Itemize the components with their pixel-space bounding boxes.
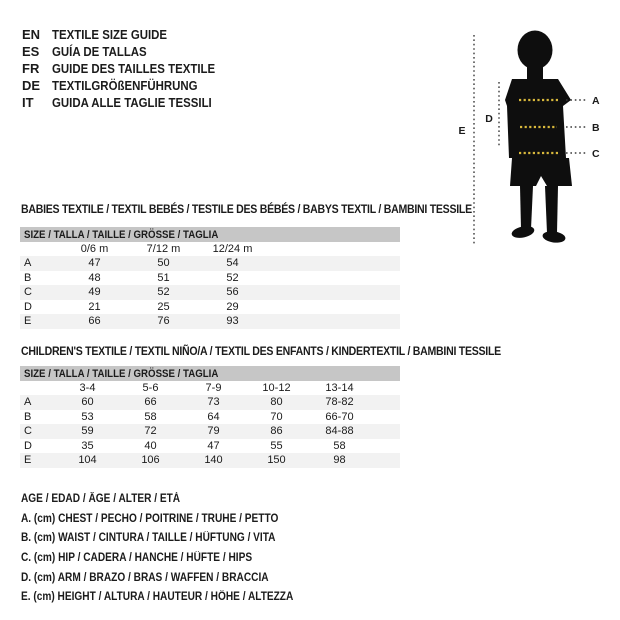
measurement-legend [21,489,330,607]
language-code: FR [22,61,40,76]
row-label: D [24,300,32,313]
legend-waist-line: B. (cm) WAIST / CINTURA / TAILLE / HÜFTUNG / VITA [21,532,276,545]
column-header: 13-14 [325,382,354,394]
table-row [20,453,400,468]
guide-title-fr: GUIDE DES TAILLES TEXTILE [52,61,216,76]
row-label: B [24,410,32,423]
cell: 52 [226,271,239,284]
cell: 80 [270,396,283,409]
language-title-list [22,26,237,111]
cell: 35 [81,439,94,452]
cell: 140 [204,454,223,467]
babies-size-table [20,227,400,329]
label-a: A [592,95,600,107]
label-c: C [592,148,600,160]
legend-chest-line: A. (cm) CHEST / PECHO / POITRINE / TRUHE / PETTO [21,512,279,525]
size-header-label: SIZE / TALLA / TAILLE / GRÖSSE / TAGLIA [24,228,219,241]
cell: 50 [157,257,170,270]
cell: 51 [157,271,170,284]
table-row [20,300,400,315]
row-label: D [24,439,32,452]
cell: 58 [144,410,157,423]
cell: 86 [270,425,283,438]
cell: 73 [207,396,220,409]
cell: 150 [267,454,286,467]
cell: 70 [270,410,283,423]
cell: 53 [81,410,94,423]
label-b: B [592,122,600,134]
language-code: IT [22,95,34,110]
cell: 78-82 [325,396,354,409]
cell: 98 [333,454,346,467]
cell: 60 [81,396,94,409]
column-header: 3-4 [79,382,96,394]
cell: 66 [88,315,101,328]
row-label: C [24,286,32,299]
cell: 106 [141,454,160,467]
legend-arm-line: D. (cm) ARM / BRAZO / BRAS / WAFFEN / BRACCIA [21,571,269,584]
guide-title-de: TEXTILGRÖßENFÜHRUNG [52,78,198,93]
table-row [20,424,400,439]
cell: 64 [207,410,220,423]
cell: 52 [157,286,170,299]
cell: 93 [226,315,239,328]
column-header: 12/24 m [212,243,253,255]
cell: 66 [144,396,157,409]
size-header-label: SIZE / TALLA / TAILLE / GRÖSSE / TAGLIA [24,367,219,380]
language-row [22,94,237,111]
row-label: E [24,315,32,328]
column-header-row [20,381,400,395]
column-header: 5-6 [142,382,159,394]
row-label: A [24,396,32,409]
language-row [22,26,237,43]
language-code: EN [22,27,41,42]
legend-hip-line: C. (cm) HIP / CADERA / HANCHE / HÜFTE / HIPS [21,551,253,564]
size-header-bar [20,227,400,242]
children-size-table [20,366,400,468]
cell: 59 [81,425,94,438]
cell: 72 [144,425,157,438]
row-label: B [24,271,32,284]
column-header: 7/12 m [146,243,181,255]
guide-title-es: GUÍA DE TALLAS [52,44,147,59]
table-row [20,271,400,286]
language-row [22,77,237,94]
cell: 47 [88,257,101,270]
babies-section-title: BABIES TEXTILE / TEXTIL BEBÉS / TESTILE DES BÉBÉS / BABYS TEXTIL / BAMBINI TESSILE [21,202,472,216]
cell: 29 [226,300,239,313]
cell: 25 [157,300,170,313]
cell: 76 [157,315,170,328]
cell: 55 [270,439,283,452]
guide-title-it: GUIDA ALLE TAGLIE TESSILI [52,95,212,110]
language-code: ES [22,44,40,59]
cell: 21 [88,300,101,313]
row-label: A [24,257,32,270]
size-header-bar [20,366,400,381]
language-code: DE [22,78,41,93]
children-section-title: CHILDREN'S TEXTILE / TEXTIL NIÑO/A / TEXTIL DES ENFANTS / KINDERTEXTIL / BAMBINI TESSILE [21,344,501,358]
row-label: E [24,454,32,467]
column-header: 7-9 [205,382,222,394]
table-row [20,410,400,425]
cell: 84-88 [325,425,354,438]
cell: 49 [88,286,101,299]
cell: 47 [207,439,220,452]
table-row [20,285,400,300]
legend-age-line: AGE / EDAD / ÂGE / ALTER / ETÀ [21,492,181,505]
cell: 79 [207,425,220,438]
row-label: C [24,425,32,438]
label-e: E [458,125,466,137]
cell: 66-70 [325,410,354,423]
table-row [20,256,400,271]
cell: 54 [226,257,239,270]
table-row [20,395,400,410]
cell: 58 [333,439,346,452]
column-header: 10-12 [262,382,291,394]
language-row [22,43,237,60]
cell: 56 [226,286,239,299]
guide-title-en: TEXTILE SIZE GUIDE [52,27,168,42]
label-d: D [485,113,493,125]
table-row [20,314,400,329]
legend-height-line: E. (cm) HEIGHT / ALTURA / HAUTEUR / HÖHE / ALTEZZA [21,591,294,604]
column-header: 0/6 m [80,243,109,255]
cell: 104 [78,454,97,467]
column-header-row [20,242,400,256]
cell: 48 [88,271,101,284]
table-row [20,439,400,454]
language-row [22,60,237,77]
child-measurement-diagram [440,15,620,255]
cell: 40 [144,439,157,452]
